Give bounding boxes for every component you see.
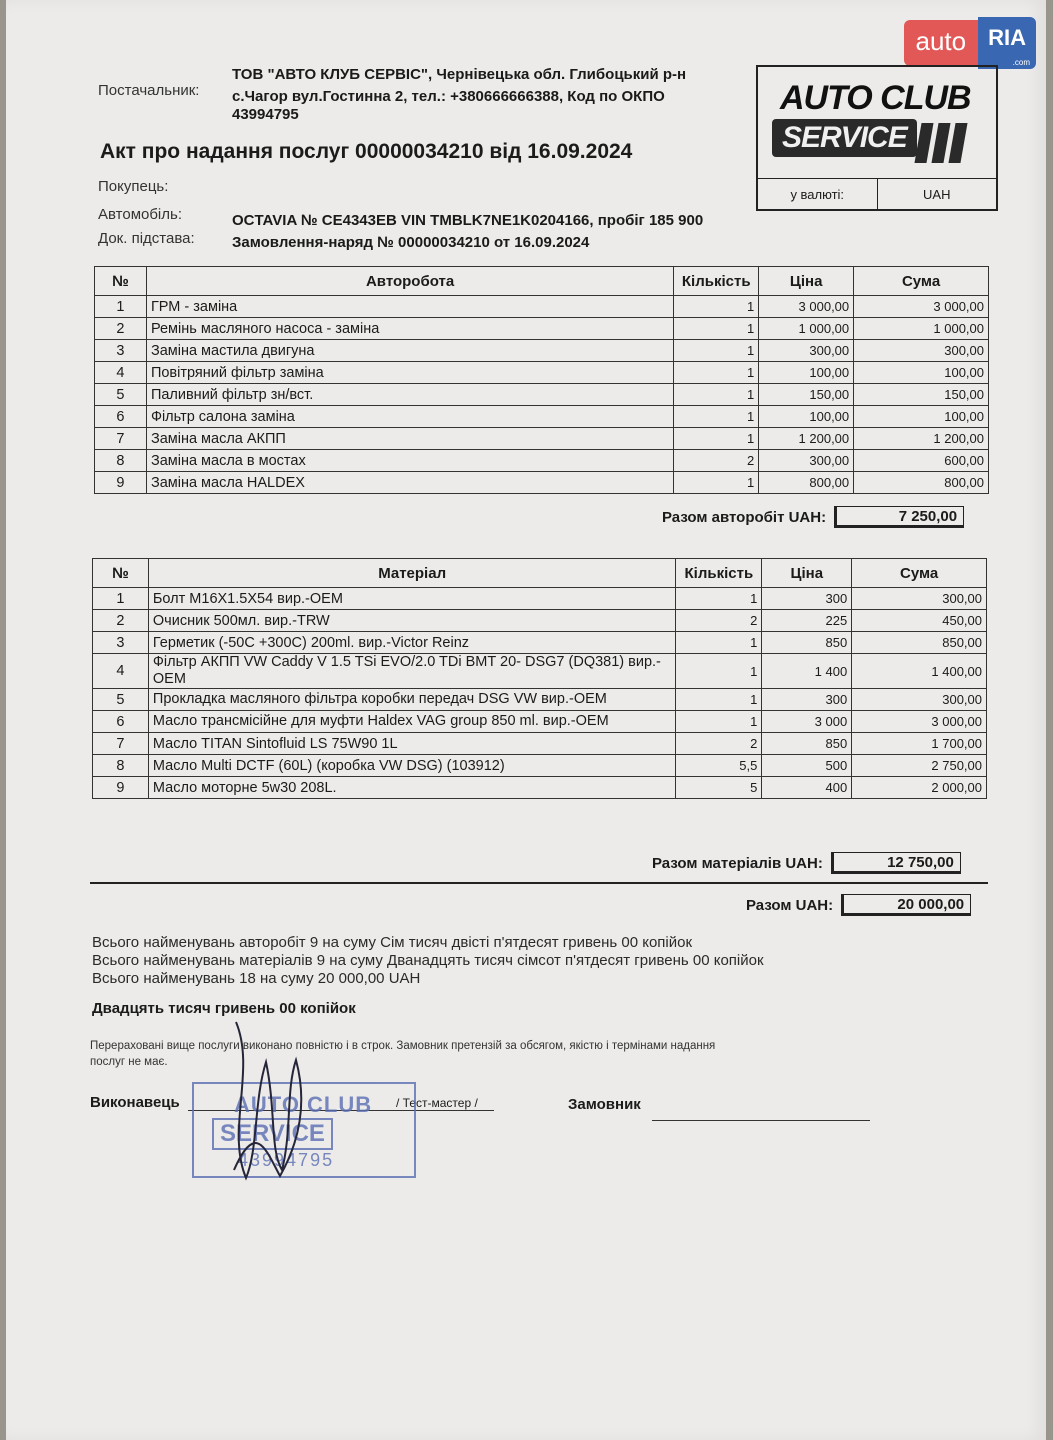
materials-cell-price: 850 <box>762 632 852 654</box>
materials-cell-price: 300 <box>762 689 852 711</box>
works-row <box>95 406 989 428</box>
materials-row <box>93 654 987 689</box>
supplier-line-2: с.Чагор вул.Гостинна 2, тел.: +380666666388, Код по ОКПО <box>232 88 665 105</box>
basis-label: Док. підстава: <box>98 230 195 247</box>
works-cell-sum: 300,00 <box>854 340 989 362</box>
works-cell-qty: 2 <box>674 450 759 472</box>
materials-row <box>93 689 987 711</box>
works-cell-qty: 1 <box>674 318 759 340</box>
stamp-line-3: 43994795 <box>238 1150 335 1170</box>
materials-cell-no: 8 <box>93 755 149 777</box>
works-row <box>95 450 989 472</box>
works-cell-qty: 1 <box>674 406 759 428</box>
works-cell-sum: 800,00 <box>854 472 989 494</box>
materials-cell-name: Герметик (-50С +300С) 200ml. вир.-Victor Reinz <box>148 632 675 654</box>
works-cell-sum: 100,00 <box>854 362 989 384</box>
watermark-domain: .com <box>1012 58 1030 67</box>
materials-cell-qty: 1 <box>676 654 762 689</box>
works-cell-price: 150,00 <box>759 384 854 406</box>
works-table <box>94 266 989 494</box>
materials-cell-qty: 1 <box>676 711 762 733</box>
works-cell-qty: 1 <box>674 384 759 406</box>
materials-total-label: Разом матеріалів UAH: <box>652 854 823 872</box>
materials-cell-no: 9 <box>93 777 149 799</box>
works-header-sum: Сума <box>854 267 989 296</box>
materials-cell-name: Масло моторне 5w30 208L. <box>148 777 675 799</box>
materials-cell-sum: 1 700,00 <box>852 733 987 755</box>
customer-label: Замовник <box>568 1096 641 1113</box>
materials-cell-no: 3 <box>93 632 149 654</box>
materials-cell-sum: 2 000,00 <box>852 777 987 799</box>
materials-cell-qty: 5 <box>676 777 762 799</box>
works-row <box>95 340 989 362</box>
customer-signature-line <box>652 1120 870 1121</box>
materials-total-row <box>652 852 961 874</box>
works-total-row <box>662 506 964 528</box>
materials-cell-qty: 1 <box>676 689 762 711</box>
works-total-label: Разом авторобіт UAH: <box>662 508 827 526</box>
watermark-ria-text: RIA <box>988 25 1026 50</box>
works-row <box>95 428 989 450</box>
executor-role: / Тест-мастер / <box>396 1096 478 1110</box>
materials-cell-qty: 5,5 <box>676 755 762 777</box>
works-cell-sum: 1 200,00 <box>854 428 989 450</box>
materials-cell-name: Фільтр АКПП VW Caddy V 1.5 TSi EVO/2.0 TDi BMT 20- DSG7 (DQ381) вир.-OEM <box>148 654 675 689</box>
currency-value: UAH <box>877 179 997 209</box>
materials-cell-no: 7 <box>93 733 149 755</box>
watermark-auto: auto <box>904 20 979 66</box>
works-cell-price: 800,00 <box>759 472 854 494</box>
summary-line-materials: Всього найменувань матеріалів 9 на суму Дванадцять тисяч сімсот п'ятдесят гривень 00 копійок <box>92 952 764 969</box>
works-cell-name: Заміна масла в мостах <box>146 450 673 472</box>
materials-cell-sum: 3 000,00 <box>852 711 987 733</box>
materials-cell-no: 6 <box>93 711 149 733</box>
works-cell-no: 9 <box>95 472 147 494</box>
works-cell-sum: 3 000,00 <box>854 296 989 318</box>
amount-in-words: Двадцять тисяч гривень 00 копійок <box>92 1000 356 1017</box>
materials-cell-sum: 450,00 <box>852 610 987 632</box>
works-cell-qty: 1 <box>674 428 759 450</box>
works-header-no: № <box>95 267 147 296</box>
summary-line-total: Всього найменувань 18 на суму 20 000,00 UAH <box>92 970 421 987</box>
works-cell-price: 300,00 <box>759 340 854 362</box>
materials-row <box>93 777 987 799</box>
executor-label: Виконавець <box>90 1094 180 1111</box>
currency-row <box>758 178 996 209</box>
car-value: OCTAVIA № CE4343EB VIN TMBLK7NE1K0204166, пробіг 185 900 <box>232 212 704 229</box>
materials-cell-price: 1 400 <box>762 654 852 689</box>
materials-cell-no: 5 <box>93 689 149 711</box>
logo-bars-icon <box>918 123 964 163</box>
works-cell-price: 100,00 <box>759 406 854 428</box>
materials-row <box>93 610 987 632</box>
materials-cell-no: 4 <box>93 654 149 689</box>
works-cell-no: 4 <box>95 362 147 384</box>
materials-cell-qty: 2 <box>676 733 762 755</box>
materials-cell-sum: 850,00 <box>852 632 987 654</box>
works-row <box>95 384 989 406</box>
supplier-line-1: ТОВ "АВТО КЛУБ СЕРВІС", Чернівецька обл. Глибоцький р-н <box>232 66 687 83</box>
works-cell-qty: 1 <box>674 296 759 318</box>
works-cell-name: Паливний фільтр зн/вст. <box>146 384 673 406</box>
works-cell-sum: 1 000,00 <box>854 318 989 340</box>
buyer-label: Покупець: <box>98 178 169 195</box>
works-cell-name: Фільтр салона заміна <box>146 406 673 428</box>
materials-cell-qty: 1 <box>676 632 762 654</box>
stamp-line-2: SERVICE <box>212 1118 333 1150</box>
materials-header-name: Матеріал <box>148 559 675 588</box>
works-cell-name: Заміна масла HALDEX <box>146 472 673 494</box>
materials-header-qty: Кількість <box>676 559 762 588</box>
works-row <box>95 296 989 318</box>
materials-cell-price: 300 <box>762 588 852 610</box>
works-cell-name: Заміна мастила двигуна <box>146 340 673 362</box>
works-header-row <box>95 267 989 296</box>
works-cell-no: 7 <box>95 428 147 450</box>
materials-cell-name: Прокладка масляного фільтра коробки передач DSG VW вир.-OEM <box>148 689 675 711</box>
logo-text-service: SERVICE <box>772 119 917 157</box>
works-cell-sum: 600,00 <box>854 450 989 472</box>
works-cell-name: Повітряний фільтр заміна <box>146 362 673 384</box>
works-total-value: 7 250,00 <box>834 506 964 528</box>
works-row <box>95 318 989 340</box>
materials-cell-price: 850 <box>762 733 852 755</box>
works-cell-no: 6 <box>95 406 147 428</box>
materials-header-row <box>93 559 987 588</box>
disclaimer-line-2: послуг не має. <box>90 1056 168 1068</box>
basis-value: Замовлення-наряд № 00000034210 от 16.09.2024 <box>232 234 590 251</box>
works-cell-no: 1 <box>95 296 147 318</box>
materials-row <box>93 632 987 654</box>
materials-cell-price: 225 <box>762 610 852 632</box>
works-cell-name: Ремінь масляного насоса - заміна <box>146 318 673 340</box>
works-cell-price: 300,00 <box>759 450 854 472</box>
materials-cell-no: 2 <box>93 610 149 632</box>
materials-cell-sum: 1 400,00 <box>852 654 987 689</box>
supplier-line-3: 43994795 <box>232 106 299 123</box>
grand-total-label: Разом UAH: <box>746 896 834 914</box>
stamp-line-1: AUTO CLUB <box>234 1092 373 1117</box>
works-header-name: Авторобота <box>146 267 673 296</box>
works-header-price: Ціна <box>759 267 854 296</box>
works-cell-no: 5 <box>95 384 147 406</box>
currency-label: у валюті: <box>790 186 845 202</box>
handwritten-signature <box>196 1000 346 1190</box>
materials-total-value: 12 750,00 <box>831 852 961 874</box>
works-cell-price: 3 000,00 <box>759 296 854 318</box>
materials-cell-name: Болт M16X1.5X54 вир.-OEM <box>148 588 675 610</box>
document-title: Акт про надання послуг 00000034210 від 16.09.2024 <box>100 140 633 163</box>
materials-cell-name: Очисник 500мл. вир.-TRW <box>148 610 675 632</box>
works-cell-qty: 1 <box>674 472 759 494</box>
works-cell-name: ГРМ - заміна <box>146 296 673 318</box>
works-cell-no: 8 <box>95 450 147 472</box>
logo-text-auto-club: AUTO CLUB <box>780 79 971 117</box>
works-cell-sum: 150,00 <box>854 384 989 406</box>
disclaimer-line-1: Перераховані вище послуги виконано повністю і в строк. Замовник претензій за обсягом, якістю і термінами надання <box>90 1040 716 1052</box>
materials-cell-sum: 300,00 <box>852 689 987 711</box>
totals-divider <box>90 882 988 884</box>
works-cell-qty: 1 <box>674 362 759 384</box>
materials-cell-qty: 2 <box>676 610 762 632</box>
company-logo <box>758 67 996 179</box>
works-row <box>95 472 989 494</box>
document-page <box>6 0 1046 1440</box>
works-cell-no: 2 <box>95 318 147 340</box>
materials-row <box>93 711 987 733</box>
supplier-label: Постачальник: <box>98 82 200 99</box>
company-logo-box <box>756 65 998 211</box>
materials-table <box>92 558 987 799</box>
works-cell-no: 3 <box>95 340 147 362</box>
summary-line-works: Всього найменувань авторобіт 9 на суму Сім тисяч двісті п'ятдесят гривень 00 копійок <box>92 934 693 951</box>
works-cell-qty: 1 <box>674 340 759 362</box>
materials-cell-name: Масло TITAN Sintofluid LS 75W90 1L <box>148 733 675 755</box>
materials-cell-price: 3 000 <box>762 711 852 733</box>
works-header-qty: Кількість <box>674 267 759 296</box>
car-label: Автомобіль: <box>98 206 183 223</box>
grand-total-value: 20 000,00 <box>841 894 971 916</box>
materials-header-no: № <box>93 559 149 588</box>
materials-cell-name: Масло Multi DCTF (60L) (коробка VW DSG) (103912) <box>148 755 675 777</box>
materials-cell-no: 1 <box>93 588 149 610</box>
materials-header-price: Ціна <box>762 559 852 588</box>
materials-row <box>93 755 987 777</box>
materials-cell-price: 500 <box>762 755 852 777</box>
works-row <box>95 362 989 384</box>
materials-cell-sum: 2 750,00 <box>852 755 987 777</box>
materials-row <box>93 733 987 755</box>
works-cell-sum: 100,00 <box>854 406 989 428</box>
materials-cell-price: 400 <box>762 777 852 799</box>
materials-cell-qty: 1 <box>676 588 762 610</box>
grand-total-row <box>746 894 971 916</box>
materials-row <box>93 588 987 610</box>
materials-header-sum: Сума <box>852 559 987 588</box>
watermark-ria <box>978 17 1036 69</box>
works-cell-price: 1 200,00 <box>759 428 854 450</box>
materials-cell-name: Масло трансмісійне для муфти Haldex VAG group 850 ml. вир.-OEM <box>148 711 675 733</box>
materials-cell-sum: 300,00 <box>852 588 987 610</box>
works-cell-price: 1 000,00 <box>759 318 854 340</box>
works-cell-price: 100,00 <box>759 362 854 384</box>
works-cell-name: Заміна масла АКПП <box>146 428 673 450</box>
